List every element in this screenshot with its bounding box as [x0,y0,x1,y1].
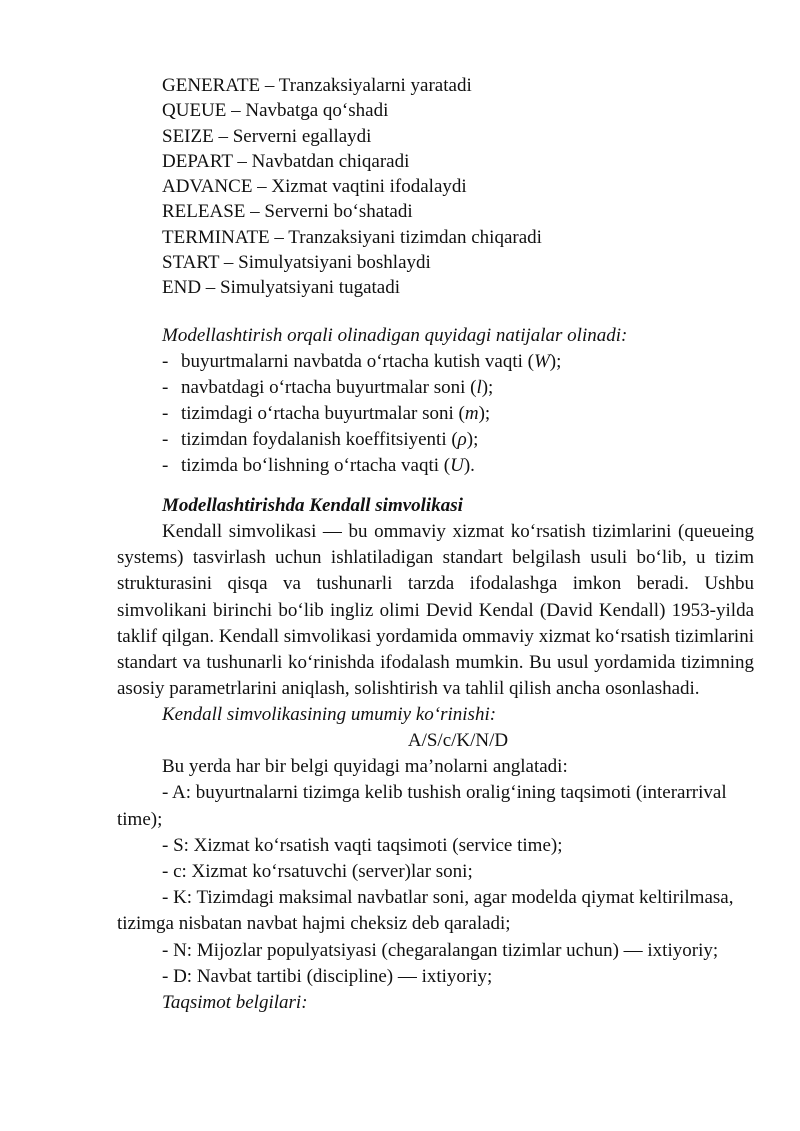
command-line: ADVANCE – Xizmat vaqtini ifodalaydi [162,176,467,198]
command-line: RELEASE – Serverni bo‘shatadi [162,201,413,223]
symbol-item: - N: Mijozlar populyatsiyasi (chegaralangan tizimlar uchun) — ixtiyoriy; [162,939,719,961]
symbols-intro: Bu yerda har bir belgi quyidagi ma’nolarni anglatadi: [162,756,568,778]
symbol-item: - S: Xizmat ko‘rsatish vaqti taqsimoti (service time); [162,834,563,856]
command-line: END – Simulyatsiyani tugatadi [162,277,401,299]
symbol-item: - c: Xizmat ko‘rsatuvchi (server)lar soni; [162,861,473,883]
section-heading: Modellashtirishda Kendall simvolikasi [162,495,463,516]
general-form-label: Kendall simvolikasining umumiy ko‘rinishi: [162,704,497,726]
symbol-item: - A: buyurtnalarni tizimga kelib tushish oralig‘ining taqsimoti (interarrival time); [117,782,727,830]
command-line: DEPART – Navbatdan chiqaradi [162,150,410,172]
kendall-formula: A/S/c/K/N/D [407,730,509,752]
result-item: - navbatdagi o‘rtacha buyurtmalar soni (l); [162,377,494,398]
result-item: - tizimdagi o‘rtacha buyurtmalar soni (m); [162,403,491,424]
results-section [162,323,762,479]
symbol-item: - K: Tizimdagi maksimal navbatlar soni, agar modelda qiymat keltirilmasa, tizimga nisbatan navbat hajmi cheksiz deb qaraladi; [117,887,734,935]
command-line: QUEUE – Navbatga qo‘shadi [162,100,389,122]
symbol-item: - D: Navbat tartibi (discipline) — ixtiyoriy; [162,965,493,987]
gpss-command-list [162,73,762,301]
result-item: - tizimda bo‘lishning o‘rtacha vaqti (U). [162,455,475,476]
command-line: TERMINATE – Tranzaksiyani tizimdan chiqaradi [162,226,542,248]
kendall-section [117,493,754,1016]
body-paragraph: Kendall simvolikasi — bu ommaviy xizmat ko‘rsatish tizimlarini (queueing systems) tasvirlash uchun ishlatiladigan standart belgilash usuli bo‘lib, u tizim strukturasini qisqa va tushunarli tarzda ifodalashga imkon beradi. Ushbu simvolikani birinchi bo‘lib ingliz olimi Devid Kendal (David Kendall) 1953-yilda taklif qilgan. Kendall simvolikasi yordamida ommaviy xizmat ko‘rsatish tizimlarini standart va tushunarli ko‘rinishda ifodalash mumkin. Bu usul yordamida tizimning asosiy parametrlarini aniqlash, solishtirish va tahlil qilish ancha osonlashadi. [117,521,754,700]
result-item: - buyurtmalarni navbatda o‘rtacha kutish vaqti (W); [162,351,562,372]
distribution-symbols-label: Taqsimot belgilari: [162,992,308,1014]
command-line: START – Simulyatsiyani boshlaydi [162,252,431,274]
results-title: Modellashtirish orqali olinadigan quyidagi natijalar olinadi: [162,325,628,346]
result-item: - tizimdan foydalanish koeffitsiyenti (ρ); [162,429,479,450]
command-line: SEIZE – Serverni egallaydi [162,125,372,147]
command-line: GENERATE – Tranzaksiyalarni yaratadi [162,75,472,96]
